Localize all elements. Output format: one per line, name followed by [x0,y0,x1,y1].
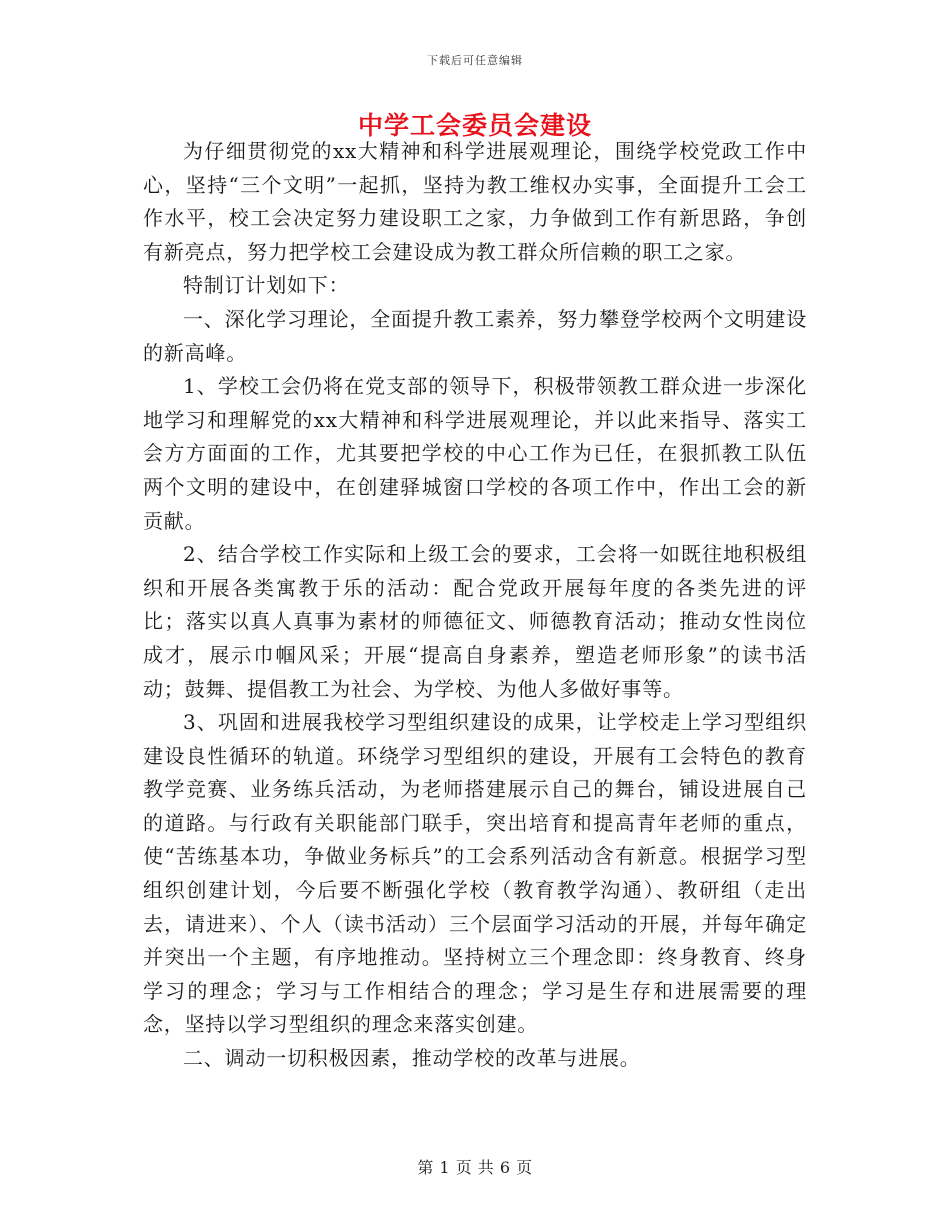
section-heading-2: 二、调动一切积极因素，推动学校的改革与进展。 [183,1046,641,1071]
page-number: 第 1 页 共 6 页 [417,1158,533,1177]
paragraph-item-1: 1、学校工会仍将在党支部的领导下，积极带领教工群众进一步深化地学习和理解党的xx大精神和科学进展观理论，并以此来指导、落实工会方方面面的工作，尤其要把学校的中心工作为已任，在狠抓教工队伍两个文明的建设中，在创建驿城窗口学校的各项工作中，作出工会的新贡献。 [143,374,807,533]
document-body [143,135,807,1076]
paragraph-intro: 为仔细贯彻党的xx大精神和科学进展观理论，围绕学校党政工作中心，坚持“三个文明”一起抓，坚持为教工维权办实事，全面提升工会工作水平，校工会决定努力建设职工之家，力争做到工作有新思路，争创有新亮点，努力把学校工会建设成为教工群众所信赖的职工之家。 [143,139,807,264]
paragraph-item-3: 3、巩固和进展我校学习型组织建设的成果，让学校走上学习型组织建设良性循环的轨道。环绕学习型组织的建设，开展有工会特色的教育教学竞赛、业务练兵活动，为老师搭建展示自己的舞台，铺设进展自己的道路。与行政有关职能部门联手，突出培育和提高青年老师的重点，使“苦练基本功，争做业务标兵”的工会系列活动含有新意。根据学习型组织创建计划，今后要不断强化学校（教育教学沟通）、教研组（走出去，请进来）、个人（读书活动）三个层面学习活动的开展，并每年确定并突出一个主题，有序地推动。坚持树立三个理念即：终身教育、终身学习的理念；学习与工作相结合的理念；学习是生存和进展需要的理念，坚持以学习型组织的理念来落实创建。 [143,710,807,1037]
section-heading-1: 一、深化学习理论，全面提升教工素养，努力攀登学校两个文明建设的新高峰。 [143,306,807,365]
paragraph-item-2: 2、结合学校工作实际和上级工会的要求，工会将一如既往地积极组织和开展各类寓教于乐的活动：配合党政开展每年度的各类先进的评比；落实以真人真事为素材的师德征文、师德教育活动；推动女性岗位成才，展示巾帼风采；开展“提高自身素养，塑造老师形象”的读书活动；鼓舞、提倡教工为社会、为学校、为他人多做好事等。 [143,542,807,701]
document-title: 中学工会委员会建设 [357,111,592,140]
page-header-note: 下载后可任意编辑 [427,54,523,67]
paragraph-plan-intro: 特制订计划如下： [183,273,350,298]
